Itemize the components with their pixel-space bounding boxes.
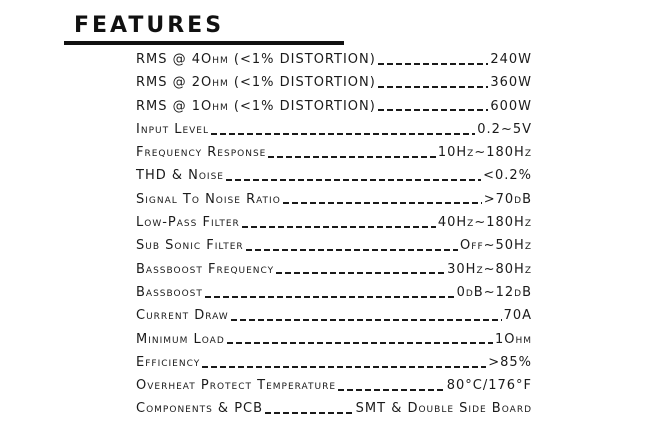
dash-leader [246,249,458,251]
dash-leader [231,319,502,321]
spec-row-rms-4ohm [136,52,532,75]
spec-label: Input Level [136,121,209,137]
spec-row-thd-noise [136,168,532,191]
spec-label: Minimum Load [136,331,225,347]
spec-label: Efficiency [136,354,201,370]
spec-label: Bassboost Frequency [136,261,275,277]
dash-leader [202,366,486,368]
spec-label: Low-Pass Filter [136,215,240,231]
dash-leader [205,296,455,298]
spec-row-bassboost-frequency [136,262,532,285]
spec-list [136,52,532,425]
spec-row-bassboost [136,285,532,308]
spec-value: >85% [488,354,532,370]
dash-leader [338,389,445,391]
spec-value: 10Hz~180Hz [437,145,532,161]
spec-value: 80°C/176°F [446,378,532,394]
spec-value: Off~50Hz [460,238,532,254]
spec-row-overheat-protect [136,378,532,401]
spec-value: <0.2% [483,168,532,184]
dash-leader [242,226,436,228]
dash-leader [265,412,354,414]
dash-leader [268,156,436,158]
spec-row-rms-2ohm [136,75,532,98]
spec-value: 0.2~5V [477,121,532,137]
spec-value: 0dB~12dB [456,284,532,300]
dash-leader [227,342,493,344]
spec-row-frequency-response [136,145,532,168]
spec-label: Bassboost [136,284,203,300]
spec-row-current-draw [136,308,532,331]
spec-label: Frequency Response [136,145,267,161]
dash-leader [283,202,482,204]
spec-row-sub-sonic-filter [136,238,532,261]
features-header [64,12,344,45]
spec-value: 360W [490,75,532,91]
spec-value: 70A [503,308,532,324]
spec-label: Sub Sonic Filter [136,238,244,254]
spec-value: 600W [490,98,532,114]
spec-row-low-pass-filter [136,215,532,238]
spec-value: >70dB [483,191,532,207]
spec-label: Components & PCB [136,401,264,417]
spec-value: 1Ohm [494,331,532,347]
header-underline [64,41,344,45]
spec-row-rms-1ohm [136,99,532,122]
spec-label: Current Draw [136,308,229,324]
spec-label: RMS @ 4Ohm (<1% DISTORTION) [136,52,376,67]
spec-row-efficiency [136,355,532,378]
dash-leader [378,86,489,88]
spec-value: 30Hz~80Hz [447,261,532,277]
spec-row-snr [136,192,532,215]
dash-leader [211,133,475,135]
features-title: FEATURES [74,13,225,38]
spec-value: 240W [490,52,532,67]
spec-label: RMS @ 1Ohm (<1% DISTORTION) [136,98,376,114]
spec-label: Signal To Noise Ratio [136,191,281,207]
dash-leader [276,272,445,274]
spec-value: SMT & Double Side Board [355,401,532,417]
spec-value: 40Hz~180Hz [437,215,532,231]
dash-leader [378,63,489,65]
spec-label: RMS @ 2Ohm (<1% DISTORTION) [136,75,376,91]
spec-row-minimum-load [136,332,532,355]
spec-label: Overheat Protect Temperature [136,378,337,394]
spec-label: THD & Noise [136,168,224,184]
spec-row-input-level [136,122,532,145]
dash-leader [226,179,481,181]
spec-row-components-pcb [136,401,532,424]
dash-leader [378,109,489,111]
